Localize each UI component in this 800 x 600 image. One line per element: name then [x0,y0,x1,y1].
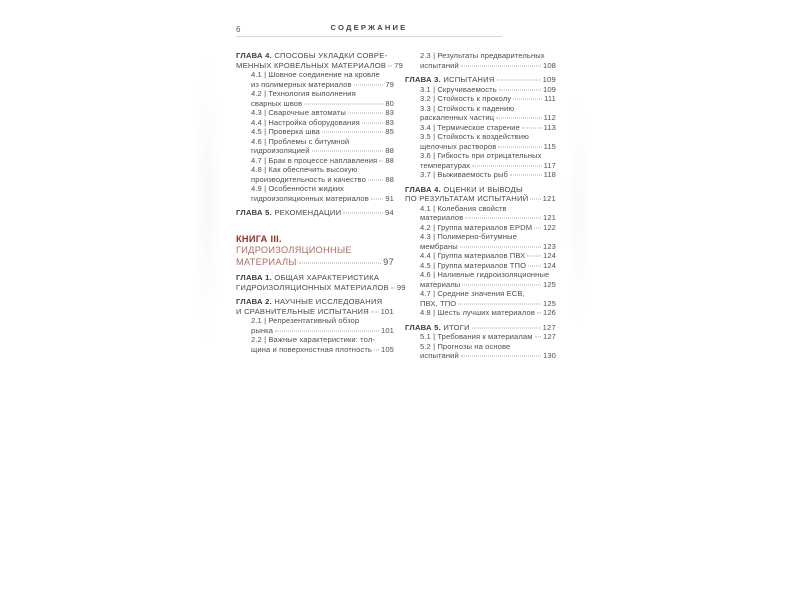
page-ref: 88 [385,146,394,155]
toc-chapter-entry [405,323,556,333]
dot-leader [522,127,542,128]
page-ref: 124 [543,260,556,270]
page-ref: 83 [385,117,394,127]
toc-line-text: 4.1 | Шовное соединение на кровле [251,70,380,79]
toc-line [405,261,556,271]
toc-line [236,245,394,257]
page-ref: 121 [543,213,556,222]
toc-line [236,326,394,336]
toc-line-text: температурах [420,160,471,170]
toc-sub-entry [405,170,556,180]
toc-sub-entry [405,223,556,233]
toc-line-text: 4.9 | Особенности жидких [251,184,344,193]
toc-line-text: из полимерных материалов [251,79,352,89]
toc-line-text: 4.5 | Группа материалов ТПО [420,260,527,270]
toc-line [236,257,394,269]
toc-sub-entry [236,127,394,137]
toc-line [405,289,556,299]
toc-line [405,113,556,123]
toc-sub-entry [405,204,556,223]
toc-line [236,194,394,204]
dot-leader [458,303,541,304]
toc-line-text: рынка [251,325,274,335]
toc-line [236,137,394,147]
toc-sub-entry [405,232,556,251]
toc-line [405,299,556,309]
toc-line-text: 4.8 | Как обеспечить высокую [251,165,358,174]
dot-leader [465,218,541,219]
toc-line [236,146,394,156]
toc-entry-label: ГЛАВА 3. [405,75,444,84]
toc-line [405,75,556,85]
toc-line [236,89,394,99]
page-header [236,23,502,37]
toc-line-text: 3.4 | Термическое старение [420,122,520,132]
toc-sub-entry [236,70,394,89]
dot-leader [472,165,541,166]
page-ref: 122 [543,222,556,232]
dot-leader [371,198,383,199]
toc-line-text: мембраны [420,241,458,251]
dot-leader [374,349,379,350]
toc-line [405,194,556,204]
toc-chapter-entry [236,208,394,218]
toc-entry-label: ГЛАВА 1. [236,273,275,282]
toc-sub-entry [236,165,394,184]
toc-line [236,184,394,194]
toc-line [405,232,556,242]
toc-sub-entry [236,156,394,166]
toc-line-text: 2.1 | Репрезентативный обзор [251,316,360,325]
toc-sub-entry [405,289,556,308]
running-head-title: СОДЕРЖАНИЕ [330,23,408,32]
toc-sub-entry [405,251,556,261]
toc-entry-label: КНИГА III. [236,233,282,244]
dot-leader [379,160,383,161]
toc-line-text: ГЛАВА 5. РЕКОМЕНДАЦИИ [236,208,342,217]
dot-leader [461,356,541,357]
toc-line [405,161,556,171]
toc-line-text: 5.1 | Требования к материалам [420,332,533,341]
toc-sub-entry [236,335,394,354]
toc-sub-entry [236,137,394,156]
toc-line-text: И СРАВНИТЕЛЬНЫЕ ИСПЫТАНИЯ [236,306,369,316]
toc-line-text: раскаленных частиц [420,113,495,122]
toc-sub-entry [405,261,556,271]
dot-leader [510,175,542,176]
page-ref: 101 [381,325,394,335]
toc-line [405,94,556,104]
toc-entry-label: ГЛАВА 5. [405,322,444,332]
toc-line-text: 4.1 | Колебания свойств [420,203,507,213]
toc-line [405,142,556,152]
toc-line [405,280,556,290]
toc-line [236,345,394,355]
toc-line-text: ГЛАВА 1. ОБЩАЯ ХАРАКТЕРИСТИКА [236,273,380,282]
page-ref: 80 [385,98,394,108]
page-ref: 99 [396,282,406,292]
toc-line [405,332,556,342]
toc-line-text: 4.5 | Проверка шва [251,127,320,136]
toc-sub-entry [405,51,556,70]
toc-line [405,123,556,133]
toc-sub-entry [405,270,556,289]
toc-line [405,251,556,261]
toc-line-text: 4.3 | Сварочные автоматы [251,108,346,117]
toc-line-text: 3.2 | Стойкость к проколу [420,94,512,103]
dot-leader [388,65,392,66]
page-ref: 85 [385,127,394,136]
page-ref: 127 [543,332,556,341]
page-ref: 88 [385,174,394,184]
toc-line-text: 2.3 | Результаты предварительных [420,51,545,60]
toc-line-text: производительность и качество [251,174,366,184]
toc-line-text: 4.7 | Брак в процессе наплавления [251,155,378,165]
toc-line [405,185,556,195]
toc-line [236,282,406,293]
page-ref: 125 [543,298,556,308]
toc-line [405,85,556,95]
toc-line-text: 5.2 | Прогнозы на основе [420,341,511,351]
page-ref: 112 [543,113,556,122]
page-ref: 108 [543,60,556,70]
toc-line [236,165,394,175]
dot-leader [460,246,541,247]
toc-entry-label: ГЛАВА 4. [236,51,275,60]
toc-line-text: 4.8 | Шесть лучших материалов [420,308,535,317]
toc-line [236,175,394,185]
page-ref: 111 [544,94,556,103]
dot-leader [354,84,384,85]
toc-line [236,51,394,61]
dot-leader [322,132,383,133]
toc-line-text: испытаний [420,60,459,70]
toc-line-text: 4.2 | Группа материалов EPDM [420,222,533,232]
dot-leader [527,256,541,257]
page-ref: 121 [542,194,556,203]
toc-line [405,204,556,214]
dot-leader [461,65,541,66]
dot-leader [537,313,541,314]
dot-leader [371,311,379,312]
toc-line-text: ГЛАВА 3. ИСПЫТАНИЯ [405,75,495,84]
toc-line [236,118,394,128]
page-ref: 105 [381,344,394,354]
toc-line-text: 4.2 | Технология выполнения [251,89,356,98]
toc-sub-entry [405,151,556,170]
toc-line-text: МАТЕРИАЛЫ [236,256,297,267]
toc-line-text: 4.6 | Проблемы с битумной [251,136,350,146]
page-ref: 115 [543,141,556,151]
dot-leader [528,265,541,266]
toc-line-text: 4.4 | Настройка оборудования [251,117,360,127]
toc-sub-entry [405,123,556,133]
dot-leader [275,330,379,331]
toc-chapter-entry [236,297,394,316]
toc-line-text: ПВХ, ТПО [420,298,457,308]
page-ref: 125 [543,279,556,289]
toc-line-text: щелочных растворов [420,141,497,151]
toc-line-text: 3.1 | Скручиваемость [420,84,497,94]
page-ref: 97 [383,256,394,267]
toc-line-text: испытаний [420,351,459,360]
toc-sub-entry [236,89,394,108]
toc-line-text: ГЛАВА 4. СПОСОБЫ УКЛАДКИ СОВРЕ- [236,51,388,60]
toc-sub-entry [405,308,556,318]
page-ref: 79 [385,79,394,89]
toc-chapter-entry [236,273,406,292]
toc-line [236,307,394,317]
toc-sub-entry [405,342,556,361]
toc-line-text: 4.7 | Средние значения ЕСВ, [420,289,525,298]
toc-line-text: материалы [420,279,461,289]
toc-line-text: 4.3 | Полимерно-битумные [420,232,517,241]
toc-line [236,273,394,283]
toc-line [405,61,556,71]
page-ref: 101 [380,306,394,316]
toc-line [236,156,394,166]
toc-line-text: ГЛАВА 4. ОЦЕНКИ И ВЫВОДЫ [405,184,523,194]
page-ref: 124 [543,251,556,260]
dot-leader [348,113,383,114]
toc-entry-label: ГЛАВА 5. [236,208,275,217]
dot-leader [312,151,384,152]
toc-line [405,323,556,333]
toc-chapter-entry [405,75,556,85]
dot-leader [535,337,542,338]
toc-line-text: МЕННЫХ КРОВЕЛЬНЫХ МАТЕРИАЛОВ [236,60,387,70]
toc-line [236,99,394,109]
dot-leader [391,287,395,288]
toc-sub-entry [405,94,556,104]
toc-line [236,80,394,90]
dot-leader [496,118,541,119]
toc-line [405,151,556,161]
page-ref: 79 [394,60,404,70]
toc-line-text: 3.3 | Стойкость к падению [420,103,515,113]
toc-sub-entry [236,118,394,128]
toc-entry-label: ГЛАВА 2. [236,297,275,306]
toc-sub-entry [405,104,556,123]
toc-line-text: 3.6 | Гибкость при отрицательных [420,151,542,160]
page-ref: 109 [542,75,556,84]
page-ref: 118 [543,170,556,179]
toc-entry-label: ГЛАВА 4. [405,184,444,194]
page-ref: 123 [543,241,556,251]
toc-line [236,60,404,71]
toc-book-entry [236,234,394,269]
toc-line [236,108,394,118]
page-ref: 109 [543,84,556,94]
toc-line [405,213,556,223]
page-ref: 127 [542,322,556,332]
toc-line [405,170,556,180]
toc-line [405,132,556,142]
dot-leader [304,103,383,104]
toc-sub-entry [405,85,556,95]
toc-line [236,297,394,307]
toc-chapter-entry [405,185,556,204]
toc-line-text [236,234,282,246]
dot-leader [530,199,540,200]
toc-line-text: 3.5 | Стойкость к воздействию [420,132,529,141]
toc-line-text: 4.6 | Наливные гидроизоляционные [420,270,550,279]
toc-line [236,208,394,218]
toc-line [236,127,394,137]
toc-line-text: ГИДРОИЗОЛЯЦИОННЫХ МАТЕРИАЛОВ [236,282,389,292]
toc-line-text: ПО РЕЗУЛЬТАТАМ ИСПЫТАНИЙ [405,194,529,203]
dot-leader [343,213,383,214]
toc-line [405,308,556,318]
scan-shading-right [566,90,592,330]
page-ref: 83 [385,108,394,117]
page-ref: 88 [385,155,394,165]
toc-left-column [236,51,406,354]
toc-line [405,351,556,361]
scan-shading-left [192,50,222,350]
dot-leader [362,122,383,123]
toc-line [405,51,556,61]
dot-leader [462,284,541,285]
toc-line-text: материалов [420,213,464,222]
page-ref: 94 [385,208,394,217]
toc-line-text: ГЛАВА 5. ИТОГИ [405,322,470,332]
page-ref: 117 [543,160,556,170]
toc-right-column [405,51,556,361]
toc-sub-entry [405,132,556,151]
page-ref: 130 [543,351,556,360]
dot-leader [368,179,383,180]
page-ref: 113 [543,122,556,132]
toc-line [405,223,556,233]
toc-line-text: гидроизоляционных материалов [251,193,369,203]
toc-line-text: 2.2 | Важные характеристики: тол- [251,335,375,344]
toc-line [405,270,556,280]
toc-line-text: 4.4 | Группа материалов ПВХ [420,251,526,260]
dot-leader [498,146,541,147]
toc-line [405,342,556,352]
toc-line-text: щина и поверхностная плотность [251,344,372,354]
toc-sub-entry [236,316,394,335]
page-ref: 91 [385,193,394,203]
toc-line [236,234,394,246]
toc-line-text: 3.7 | Выживаемость рыб [420,170,509,179]
toc-sub-entry [405,332,556,342]
dot-leader [513,99,542,100]
dot-leader [299,262,381,263]
toc-line [236,316,394,326]
toc-line-text: ГЛАВА 2. НАУЧНЫЕ ИССЛЕДОВАНИЯ [236,297,383,306]
toc-line [405,104,556,114]
dot-leader [499,89,541,90]
toc-chapter-entry [236,51,404,70]
toc-sub-entry [236,184,394,203]
toc-line [236,70,394,80]
dot-leader [534,227,541,228]
toc-sub-entry [236,108,394,118]
toc-line-text: ГИДРОИЗОЛЯЦИОННЫЕ [236,245,352,255]
folio-page-number: 6 [236,25,241,34]
toc-line-text: сварных швов [251,98,303,108]
toc-line [236,335,394,345]
toc-line-text: гидроизоляцией [251,146,310,155]
page-ref: 126 [543,308,556,317]
dot-leader [497,80,541,81]
toc-line [405,242,556,252]
dot-leader [472,327,541,328]
